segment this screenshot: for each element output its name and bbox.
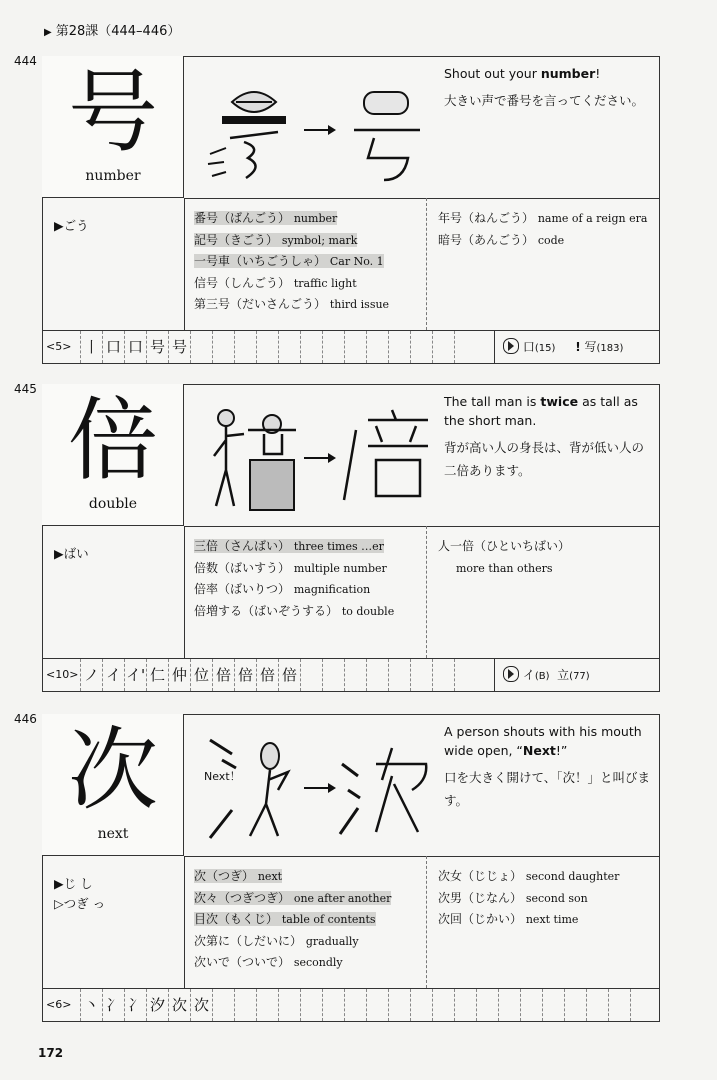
story-text-end: !	[595, 66, 601, 81]
column-divider-dashed	[426, 198, 427, 330]
vocab-gloss: next	[257, 870, 283, 883]
vocab-gloss: symbol; mark	[281, 233, 358, 247]
column-divider	[184, 198, 185, 330]
stroke-cell-empty	[256, 989, 278, 1021]
illustration-label: Next！	[204, 770, 241, 783]
play-circle-icon	[503, 666, 519, 682]
vocab-gloss: second daughter	[525, 870, 620, 883]
stroke-cell-empty	[520, 989, 542, 1021]
vocab-list-left	[194, 536, 394, 622]
kanji-box	[42, 384, 184, 526]
stroke-cell-empty	[256, 331, 278, 363]
vocab-gloss: to double	[341, 604, 395, 618]
vocab-word: 次回（じかい）	[438, 912, 523, 926]
stroke-cell-empty	[388, 331, 410, 363]
exclamation-icon: !	[575, 340, 581, 354]
vocab-gloss: second son	[525, 891, 588, 905]
stroke-order-row	[42, 658, 660, 692]
stroke-cell-empty	[630, 989, 652, 1021]
vocab-gloss: gradually	[305, 934, 359, 948]
kanji-character: 次	[68, 718, 158, 823]
similar-kanji-number: (77)	[569, 671, 590, 682]
story-text: The tall man is	[444, 394, 541, 409]
vocab-word: 番号（ばんごう）	[194, 211, 291, 225]
stroke-cell-empty	[366, 659, 388, 691]
kanji-meaning: number	[85, 168, 141, 184]
section-divider	[184, 198, 660, 199]
kanji-box	[42, 56, 184, 198]
radical-info	[494, 659, 660, 691]
story-japanese: 口を大きく開けて、「次！」と叫びます。	[444, 770, 651, 808]
vocab-word: 倍数（ばいすう）	[194, 560, 291, 575]
vocab-word: 一号車（いちごうしゃ）	[194, 254, 327, 268]
kanji-meaning: double	[88, 496, 138, 512]
entry-number: 444	[14, 54, 37, 68]
stroke-cell-empty	[234, 331, 256, 363]
vocab-word: 暗号（あんごう）	[438, 232, 535, 247]
stroke-step: イ	[102, 659, 124, 691]
stroke-step: 次	[168, 989, 190, 1021]
radical: 口	[522, 340, 535, 354]
stroke-step: 汐	[146, 989, 168, 1021]
stroke-cell-empty	[432, 331, 454, 363]
stroke-cell-empty	[212, 989, 234, 1021]
stroke-cell-empty	[454, 331, 476, 363]
stroke-cell-empty	[410, 331, 432, 363]
stroke-cell-empty	[498, 989, 520, 1021]
vocab-word: 次第に（しだいに）	[194, 933, 303, 948]
story-text: A person shouts with his mouth wide open, “	[444, 724, 642, 758]
stroke-cell-empty	[234, 989, 256, 1021]
stroke-cell-empty	[476, 989, 498, 1021]
stroke-step: 丶	[80, 989, 102, 1021]
entry-number: 446	[14, 712, 37, 726]
reading-on: ▶ごう	[54, 218, 89, 233]
stroke-cell-empty	[410, 989, 432, 1021]
reading-on: ▶ばい	[54, 546, 89, 561]
stroke-step: 口	[102, 331, 124, 363]
stroke-cell-empty	[432, 659, 454, 691]
lesson-header-label: 第28課（444–446）	[55, 24, 181, 39]
mnemonic-illustration	[192, 390, 432, 522]
stroke-step: 口	[124, 331, 146, 363]
stroke-step: 位	[190, 659, 212, 691]
vocab-gloss: secondly	[293, 956, 343, 969]
stroke-order-row	[42, 330, 660, 364]
column-divider-dashed	[426, 856, 427, 988]
vocab-word: 次々（つぎつぎ）	[194, 890, 291, 905]
stroke-cell-empty	[212, 331, 234, 363]
vocab-word: 倍増する（ばいぞうする）	[194, 603, 339, 618]
kanji-entry-444	[14, 54, 660, 364]
section-divider	[184, 856, 660, 857]
story-text-end: !”	[555, 743, 568, 758]
vocab-list-right	[438, 536, 570, 579]
stroke-cell-empty	[388, 989, 410, 1021]
vocab-list-right	[438, 866, 619, 931]
stroke-cell-empty	[300, 659, 322, 691]
kanji-meaning: next	[97, 826, 129, 842]
readings	[54, 544, 89, 564]
stroke-step: 倍	[256, 659, 278, 691]
story-keyword: twice	[540, 394, 579, 409]
stroke-count: <10>	[46, 668, 79, 681]
radical-number: (B)	[534, 671, 550, 682]
vocab-word: 倍率（ばいりつ）	[194, 582, 291, 596]
similar-kanji-number: (183)	[596, 343, 624, 354]
vocab-word: 次（つぎ）	[194, 869, 255, 883]
stroke-cell-empty	[410, 659, 432, 691]
stroke-cell-empty	[564, 989, 586, 1021]
stroke-cell-empty	[344, 989, 366, 1021]
stroke-cell-empty	[322, 331, 344, 363]
mnemonic-illustration	[192, 720, 432, 852]
vocab-list-left	[194, 866, 391, 974]
stroke-step: ノ	[80, 659, 102, 691]
stroke-cell-empty	[300, 331, 322, 363]
stroke-step: 号	[168, 331, 190, 363]
stroke-cell-empty	[432, 989, 454, 1021]
stroke-cell-empty	[366, 989, 388, 1021]
vocab-list-right	[438, 208, 647, 251]
stroke-step: 冫	[124, 989, 146, 1021]
vocab-list-left	[194, 208, 389, 316]
vocab-word: 三倍（さんばい）	[194, 539, 291, 553]
kanji-entry-446	[14, 712, 660, 1022]
readings	[54, 216, 89, 236]
stroke-cell-empty	[278, 331, 300, 363]
readings	[54, 874, 105, 914]
stroke-step: 次	[190, 989, 212, 1021]
entry-number: 445	[14, 382, 37, 396]
column-divider	[184, 526, 185, 658]
kanji-entry-445	[14, 382, 660, 692]
vocab-gloss: next time	[525, 913, 579, 926]
similar-kanji: 写	[584, 340, 597, 354]
vocab-word: 次いで（ついで）	[194, 955, 291, 969]
stroke-step: 仁	[146, 659, 168, 691]
vocab-gloss: third issue	[329, 298, 390, 311]
vocab-gloss: number	[293, 212, 338, 225]
story-japanese: 大きい声で番号を言ってください。	[444, 93, 645, 108]
story-text: Shout out your	[444, 66, 541, 81]
radical-number: (15)	[534, 343, 556, 354]
kanji-character: 倍	[68, 388, 158, 493]
vocab-gloss: traffic light	[293, 276, 357, 290]
stroke-step: 冫	[102, 989, 124, 1021]
stroke-cell-empty	[278, 989, 300, 1021]
column-divider-dashed	[426, 526, 427, 658]
radical-info	[494, 331, 660, 363]
similar-kanji: 立	[557, 668, 570, 682]
mnemonic-story	[444, 392, 654, 482]
stroke-step: 丨	[80, 331, 102, 363]
vocab-gloss: table of contents	[281, 913, 376, 926]
story-text-end: as tall as the short man.	[444, 394, 638, 428]
stroke-cell-empty	[454, 659, 476, 691]
vocab-gloss: name of a reign era	[537, 212, 648, 225]
vocab-word: 次男（じなん）	[438, 890, 523, 905]
kanji-box	[42, 714, 184, 856]
vocab-gloss: one after another	[293, 891, 392, 905]
stroke-cell-empty	[388, 659, 410, 691]
page-number: 172	[38, 1046, 64, 1060]
vocab-word: 信号（しんごう）	[194, 275, 291, 290]
vocab-word: 人一倍（ひといちばい）	[438, 539, 571, 553]
vocab-gloss: magnification	[293, 583, 371, 596]
stroke-cell-empty	[542, 989, 564, 1021]
play-circle-icon	[503, 338, 519, 354]
lesson-header: ▶ 第28課（444–446）	[44, 24, 181, 39]
vocab-word: 次女（じじょ）	[438, 869, 523, 883]
vocab-gloss: three times …er	[293, 540, 384, 553]
vocab-word: 目次（もくじ）	[194, 912, 279, 926]
reading-kun: ▷つぎ っ	[54, 896, 106, 911]
stroke-step: 倍	[278, 659, 300, 691]
vocab-gloss: more than others	[456, 561, 553, 575]
stroke-step: 倍	[212, 659, 234, 691]
stroke-step: 仲	[168, 659, 190, 691]
vocab-gloss: Car No. 1	[329, 255, 384, 268]
stroke-cell-empty	[586, 989, 608, 1021]
stroke-step: 倍	[234, 659, 256, 691]
mnemonic-story	[444, 64, 654, 112]
stroke-cell-empty	[190, 331, 212, 363]
section-divider	[184, 526, 660, 527]
stroke-cell-empty	[322, 659, 344, 691]
stroke-cell-empty	[454, 989, 476, 1021]
stroke-step: イ'	[124, 659, 146, 691]
vocab-gloss: code	[537, 233, 565, 247]
story-keyword: Next	[522, 743, 556, 758]
stroke-step: 号	[146, 331, 168, 363]
reading-on: ▶じ し	[54, 876, 93, 891]
radical: イ	[522, 668, 535, 682]
mnemonic-illustration	[192, 62, 432, 194]
vocab-word: 記号（きごう）	[194, 232, 279, 247]
stroke-count: <6>	[46, 998, 72, 1011]
mnemonic-story	[444, 722, 654, 812]
stroke-cell-empty	[608, 989, 630, 1021]
kanji-character: 号	[68, 60, 158, 165]
column-divider	[184, 856, 185, 988]
vocab-gloss: multiple number	[293, 561, 387, 575]
stroke-cell-empty	[344, 659, 366, 691]
vocab-word: 年号（ねんごう）	[438, 211, 535, 225]
stroke-cell-empty	[366, 331, 388, 363]
stroke-cell-empty	[344, 331, 366, 363]
stroke-cell-empty	[322, 989, 344, 1021]
story-keyword: number	[540, 66, 596, 81]
stroke-count: <5>	[46, 340, 72, 353]
stroke-order-row	[42, 988, 660, 1022]
vocab-word: 第三号（だいさんごう）	[194, 297, 327, 311]
stroke-cell-empty	[300, 989, 322, 1021]
story-japanese: 背が高い人の身長は、背が低い人の二倍あります。	[444, 440, 645, 478]
